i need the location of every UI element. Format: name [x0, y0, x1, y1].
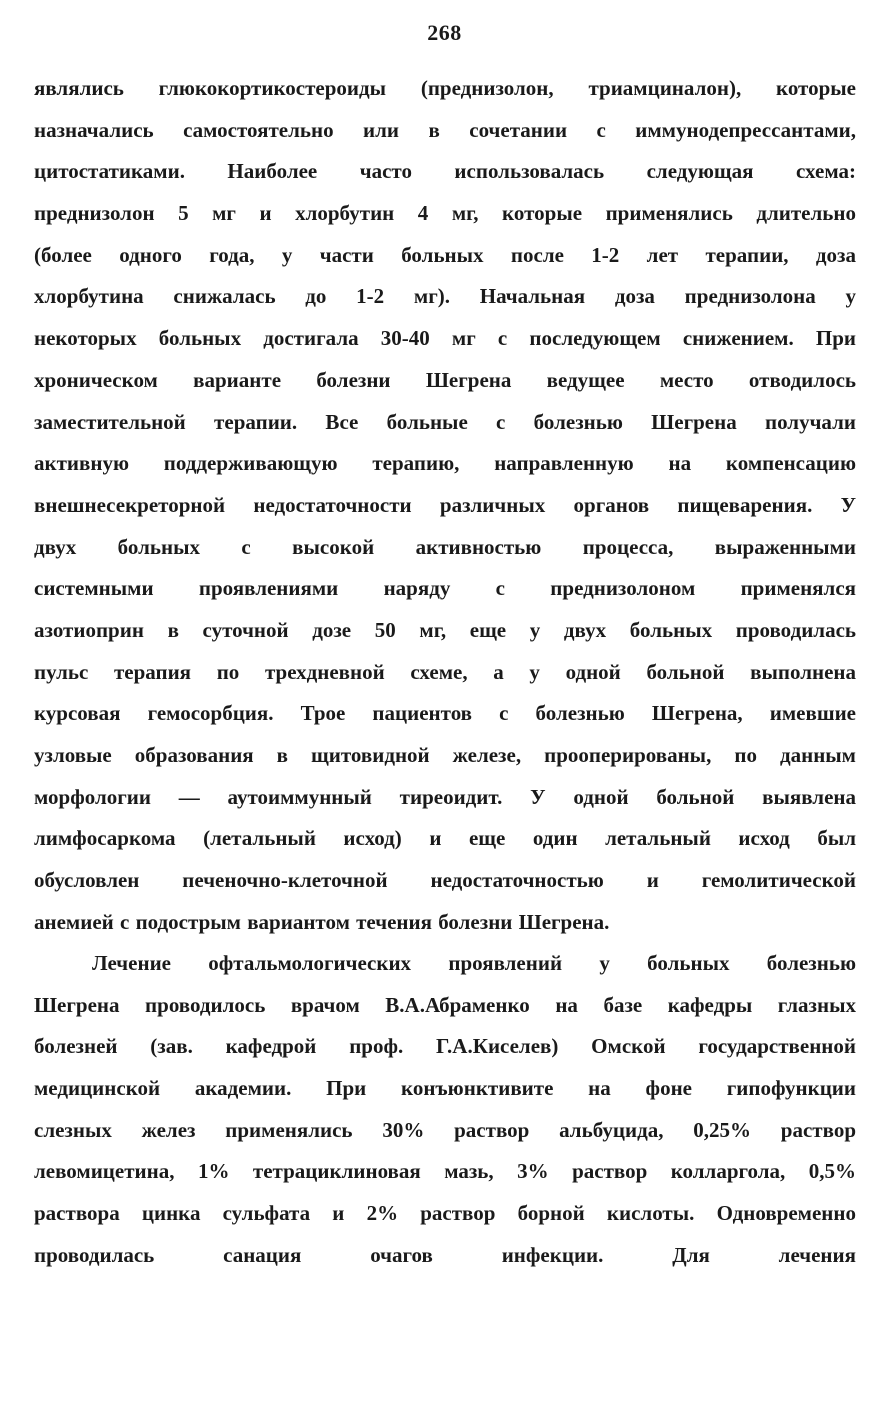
text-line: раствора цинка сульфата и 2% раствор борной кислоты. Одновременно: [34, 1201, 856, 1226]
text-line: Шегрена проводилось врачом В.А.Абраменко на базе кафедры глазных: [34, 992, 856, 1017]
text-line: активную поддерживающую терапию, направленную на компенсацию: [34, 451, 856, 476]
text-line: системными проявлениями наряду с преднизолоном применялся: [34, 576, 856, 601]
text-line: являлись глюкокортикостероиды (преднизолон, триамциналон), которые: [34, 76, 856, 100]
text-line: курсовая гемосорбция. Трое пациентов с болезнью Шегрена, имевшие: [34, 701, 856, 726]
page-number: 268: [427, 20, 462, 45]
text-line: некоторых больных достигала 30-40 мг с последующем снижением. При: [34, 326, 856, 351]
text-line: левомицетина, 1% тетрациклиновая мазь, 3% раствор колларгола, 0,5%: [34, 1159, 856, 1184]
text-line: лимфосаркома (летальный исход) и еще один летальный исход был: [34, 826, 856, 851]
text-line: цитостатиками. Наиболее часто использовалась следующая схема:: [34, 159, 856, 184]
text-line: узловые образования в щитовидной железе, прооперированы, по данным: [34, 743, 856, 767]
text-line: морфологии — аутоиммунный тиреоидит. У одной больной выявлена: [34, 784, 856, 809]
text-line: болезней (зав. кафедрой проф. Г.А.Киселев) Омской государственной: [34, 1034, 856, 1059]
text-line: преднизолон 5 мг и хлорбутин 4 мг, которые применялись длительно: [34, 201, 856, 226]
text-line: пульс терапия по трехдневной схеме, а у одной больной выполнена: [34, 659, 856, 684]
text-line: азотиоприн в суточной дозе 50 мг, еще у двух больных проводилась: [34, 617, 856, 642]
paragraph-1: [34, 68, 856, 943]
text-line: назначались самостоятельно или в сочетании с иммунодепрессантами,: [34, 117, 856, 142]
text-line: двух больных с высокой активностью процесса, выраженными: [34, 534, 856, 559]
text-line: заместительной терапии. Все больные с болезнью Шегрена получали: [34, 409, 856, 434]
text-line: проводилась санация очагов инфекции. Для лечения: [34, 1242, 856, 1267]
text-line: обусловлен печеночно-клеточной недостаточностью и гемолитической: [34, 868, 856, 893]
text-line: слезных желез применялись 30% раствор альбуцида, 0,25% раствор: [34, 1117, 856, 1142]
text-line: хроническом варианте болезни Шегрена ведущее место отводилось: [34, 367, 856, 392]
text-line: внешнесекреторной недостаточности различных органов пищеварения. У: [34, 492, 856, 517]
text-line: Лечение офтальмологических проявлений у больных болезнью: [92, 951, 856, 975]
text-line: хлорбутина снижалась до 1-2 мг). Начальная доза преднизолона у: [34, 284, 856, 309]
text-line: анемией с подострым вариантом течения болезни Шегрена.: [34, 909, 610, 934]
text-line: (более одного года, у части больных после 1-2 лет терапии, доза: [34, 242, 856, 267]
paragraph-2: [34, 943, 856, 1277]
text-line: медицинской академии. При конъюнктивите на фоне гипофункции: [34, 1076, 856, 1101]
